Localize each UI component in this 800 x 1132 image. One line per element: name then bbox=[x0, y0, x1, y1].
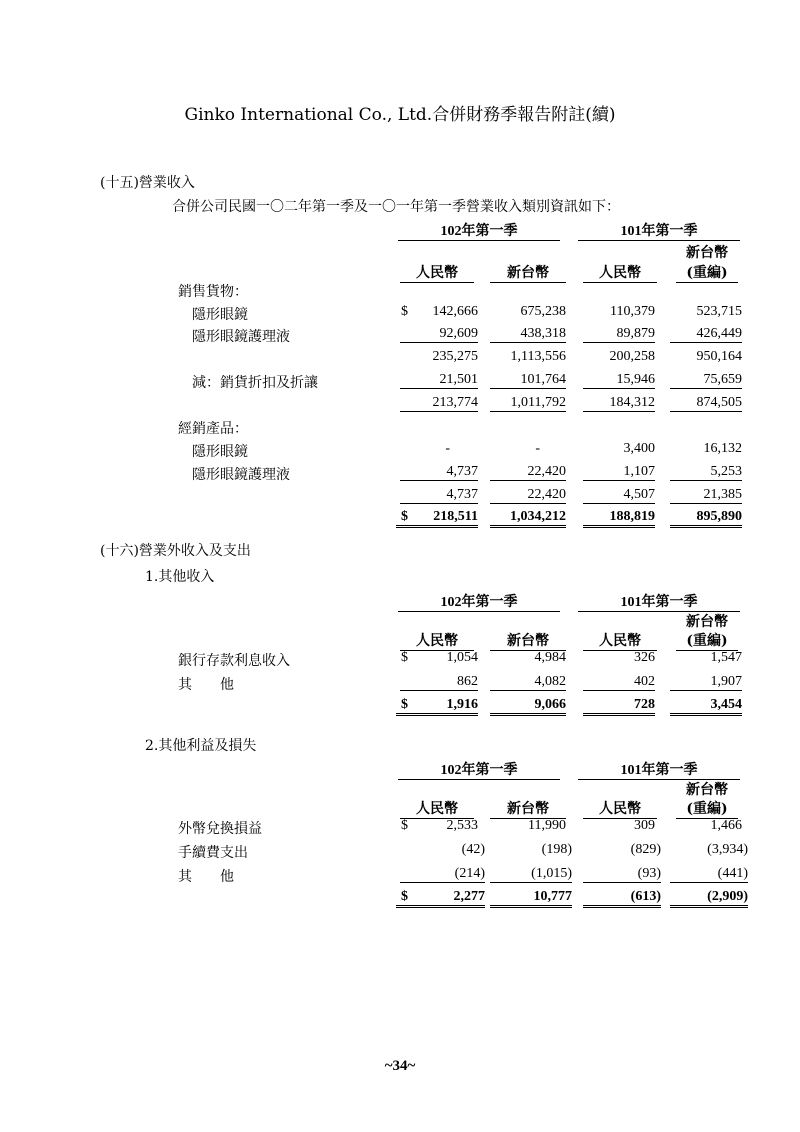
cell: (1,015) bbox=[490, 866, 572, 883]
period-header-101: 101年第一季 bbox=[578, 591, 740, 612]
col4-header-line1: 新台幣 bbox=[686, 614, 728, 630]
cell: 523,715 bbox=[696, 304, 742, 319]
cell: 235,275 bbox=[432, 349, 478, 364]
total-cell: 3,454 bbox=[670, 697, 742, 716]
row-label: 銀行存款利息收入 bbox=[178, 653, 290, 669]
cell: 110,379 bbox=[610, 304, 655, 319]
cell: (198) bbox=[541, 842, 572, 857]
cell: (829) bbox=[630, 842, 661, 857]
total-cell: 2,277 bbox=[396, 889, 485, 908]
cell: 4,737 bbox=[400, 487, 478, 504]
cell: 11,990 bbox=[528, 818, 566, 833]
cell: 184,312 bbox=[583, 395, 655, 412]
cell: 16,132 bbox=[703, 441, 742, 456]
page-title: Ginko International Co., Ltd.合併財務季報告附註(續) bbox=[184, 105, 616, 125]
cell: 1,547 bbox=[710, 650, 742, 665]
row-label: 隱形眼鏡護理液 bbox=[192, 329, 290, 345]
col4-header-line1: 新台幣 bbox=[686, 782, 728, 798]
cell: 309 bbox=[634, 818, 655, 833]
col3-header: 人民幣 bbox=[583, 630, 657, 651]
cell: (214) bbox=[400, 866, 485, 883]
total-cell: 1,916 bbox=[396, 697, 478, 716]
cell: 15,946 bbox=[583, 372, 655, 389]
cell: 1,113,556 bbox=[510, 349, 566, 364]
cell: 2,533 bbox=[446, 818, 478, 833]
cell: 21,385 bbox=[670, 487, 742, 504]
cell: - bbox=[445, 441, 450, 456]
total-cell: 895,890 bbox=[670, 509, 742, 528]
period-header-101: 101年第一季 bbox=[578, 759, 740, 780]
cell: 89,879 bbox=[583, 326, 655, 343]
currency-sign: $ bbox=[401, 818, 408, 833]
row-label: 隱形眼鏡 bbox=[192, 307, 248, 323]
section-16-heading: (十六)營業外收入及支出 bbox=[100, 543, 251, 559]
period-header-101: 101年第一季 bbox=[578, 220, 740, 241]
cell: 5,253 bbox=[670, 464, 742, 481]
currency-sign: $ bbox=[401, 304, 408, 319]
row-label: 其 他 bbox=[178, 869, 234, 885]
period-header-102: 102年第一季 bbox=[398, 591, 560, 612]
distribution-label: 經銷產品： bbox=[178, 421, 248, 437]
row-label: 外幣兌換損益 bbox=[178, 821, 262, 837]
cell: 3,400 bbox=[623, 441, 655, 456]
col4-header-line2: (重編) bbox=[676, 262, 738, 283]
cell: 75,659 bbox=[670, 372, 742, 389]
cell: 402 bbox=[583, 674, 655, 691]
col2-header: 新台幣 bbox=[490, 630, 566, 651]
page-number: ~34~ bbox=[384, 1058, 416, 1074]
cell: 4,984 bbox=[534, 650, 566, 665]
row-label: 減：銷貨折扣及折讓 bbox=[192, 375, 318, 391]
section-15-heading: (十五)營業收入 bbox=[100, 175, 195, 191]
currency-sign: $ bbox=[401, 650, 408, 665]
total-cell: 9,066 bbox=[490, 697, 566, 716]
col1-header: 人民幣 bbox=[400, 262, 474, 283]
row-label: 隱形眼鏡 bbox=[192, 444, 248, 460]
total-cell: 1,034,212 bbox=[490, 509, 566, 528]
period-header-102: 102年第一季 bbox=[398, 220, 560, 241]
row-label: 隱形眼鏡護理液 bbox=[192, 467, 290, 483]
cell: 862 bbox=[400, 674, 478, 691]
cell: 4,082 bbox=[490, 674, 566, 691]
cell: 213,774 bbox=[400, 395, 478, 412]
cell: 874,505 bbox=[670, 395, 742, 412]
cell: 1,466 bbox=[710, 818, 742, 833]
total-cell: 728 bbox=[583, 697, 655, 716]
currency-sign: $ bbox=[401, 889, 408, 904]
cell: 101,764 bbox=[490, 372, 566, 389]
cell: (441) bbox=[670, 866, 748, 883]
currency-sign: $ bbox=[401, 509, 408, 524]
col3-header: 人民幣 bbox=[583, 262, 657, 283]
col2-header: 新台幣 bbox=[490, 262, 566, 283]
cell: 1,011,792 bbox=[490, 395, 566, 412]
currency-sign: $ bbox=[401, 697, 408, 712]
col2-header: 新台幣 bbox=[490, 798, 566, 819]
cell: 4,737 bbox=[400, 464, 478, 481]
col4-header-line1: 新台幣 bbox=[686, 245, 728, 261]
total-cell: (613) bbox=[583, 889, 661, 908]
cell: 22,420 bbox=[490, 487, 566, 504]
subsection-other-gains-losses: 2.其他利益及損失 bbox=[145, 738, 257, 754]
cell: 200,258 bbox=[609, 349, 655, 364]
cell: (93) bbox=[583, 866, 661, 883]
total-cell: 188,819 bbox=[583, 509, 655, 528]
cell: 675,238 bbox=[520, 304, 566, 319]
cell: 4,507 bbox=[583, 487, 655, 504]
period-header-102: 102年第一季 bbox=[398, 759, 560, 780]
row-label: 其 他 bbox=[178, 677, 234, 693]
cell: 1,907 bbox=[670, 674, 742, 691]
col4-header-line2: (重編) bbox=[676, 798, 738, 819]
col1-header: 人民幣 bbox=[400, 798, 474, 819]
cell: 326 bbox=[634, 650, 655, 665]
total-cell: 10,777 bbox=[490, 889, 572, 908]
cell: 1,054 bbox=[446, 650, 478, 665]
cell: 22,420 bbox=[490, 464, 566, 481]
col1-header: 人民幣 bbox=[400, 630, 474, 651]
total-cell: (2,909) bbox=[670, 889, 748, 908]
col3-header: 人民幣 bbox=[583, 798, 657, 819]
cell: (3,934) bbox=[707, 842, 748, 857]
cell: 950,164 bbox=[696, 349, 742, 364]
cell: 21,501 bbox=[400, 372, 478, 389]
goods-label: 銷售貨物： bbox=[178, 284, 248, 300]
cell: 1,107 bbox=[583, 464, 655, 481]
subsection-other-income: 1.其他收入 bbox=[145, 569, 215, 585]
total-cell: 218,511 bbox=[396, 509, 478, 528]
section-15-intro: 合併公司民國一〇二年第一季及一〇一年第一季營業收入類別資訊如下： bbox=[172, 199, 620, 215]
cell: 426,449 bbox=[670, 326, 742, 343]
col4-header-line2: (重編) bbox=[676, 630, 738, 651]
cell: - bbox=[535, 441, 540, 456]
cell: 438,318 bbox=[490, 326, 566, 343]
cell: (42) bbox=[461, 842, 485, 857]
cell: 92,609 bbox=[400, 326, 478, 343]
row-label: 手續費支出 bbox=[178, 845, 248, 861]
cell: 142,666 bbox=[432, 304, 478, 319]
